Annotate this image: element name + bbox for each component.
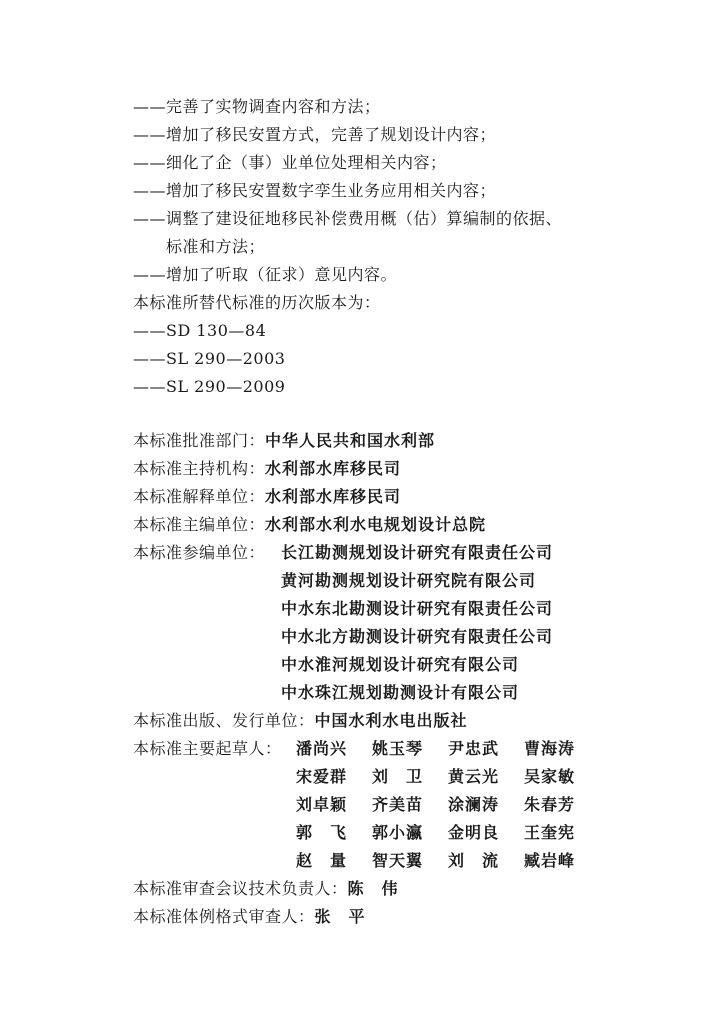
- drafter-name: 潘尚兴: [296, 739, 348, 758]
- participants-label: 本标准参编单位：: [133, 543, 266, 562]
- drafter-name: 金明良: [448, 823, 500, 842]
- change-item-3: ——细化了企（事）业单位处理相关内容；: [133, 153, 447, 172]
- publisher-value: 中国水利水电出版社: [314, 711, 468, 730]
- change-item-1: ——完善了实物调查内容和方法；: [133, 97, 381, 116]
- participant-unit-6: 中水珠江规划勘测设计有限公司: [281, 683, 520, 702]
- format-reviewer-label: 本标准体例格式审查人：: [133, 907, 315, 926]
- participant-unit-3: 中水东北勘测设计研究有限责任公司: [281, 599, 554, 618]
- publisher-line: [133, 711, 468, 731]
- host-line: [133, 459, 401, 479]
- drafter-name: 刘 卫: [372, 767, 424, 786]
- chief-editor-label: 本标准主编单位：: [133, 515, 266, 534]
- history-version-1: ——SD 130—84: [133, 321, 267, 340]
- change-item-6: ——增加了听取（征求）意见内容。: [133, 265, 398, 284]
- drafters-label: 本标准主要起草人：: [133, 739, 282, 758]
- host-label: 本标准主持机构：: [133, 459, 266, 478]
- approval-value: 中华人民共和国水利部: [265, 431, 436, 450]
- drafter-name: 刘卓颖: [296, 795, 348, 814]
- participant-unit-2: 黄河勘测规划设计研究院有限公司: [281, 571, 537, 590]
- format-reviewer-value: 张 平: [314, 907, 366, 926]
- drafter-name: 郭小瀛: [372, 823, 424, 842]
- interpret-value: 水利部水库移民司: [265, 487, 402, 506]
- history-version-2: ——SL 290—2003: [133, 349, 286, 368]
- participant-unit-1: 长江勘测规划设计研究有限责任公司: [281, 543, 554, 562]
- tech-lead-value: 陈 伟: [347, 879, 399, 898]
- chief-editor-value: 水利部水利水电规划设计总院: [265, 515, 487, 534]
- interpret-line: [133, 487, 401, 507]
- drafter-name: 尹忠武: [448, 739, 500, 758]
- publisher-label: 本标准出版、发行单位：: [133, 711, 315, 730]
- change-item-4: ——增加了移民安置数字孪生业务应用相关内容；: [133, 181, 497, 200]
- format-reviewer-line: [133, 907, 366, 927]
- drafter-name: 刘 流: [448, 851, 500, 870]
- interpret-label: 本标准解释单位：: [133, 487, 266, 506]
- tech-lead-line: [133, 879, 399, 899]
- change-item-2: ——增加了移民安置方式，完善了规划设计内容；: [133, 125, 497, 144]
- chief-editor-line: [133, 515, 486, 535]
- drafter-name: 赵 量: [296, 851, 348, 870]
- approval-line: [133, 431, 435, 451]
- history-intro: 本标准所替代标准的历次版本为：: [133, 293, 381, 312]
- drafter-name: 宋爱群: [296, 767, 348, 786]
- host-value: 水利部水库移民司: [265, 459, 402, 478]
- drafter-name: 臧岩峰: [524, 851, 576, 870]
- drafter-name: 曹海涛: [524, 739, 576, 758]
- participant-unit-5: 中水淮河规划设计研究有限公司: [281, 655, 520, 674]
- drafter-name: 吴家敏: [524, 767, 576, 786]
- drafter-name: 郭 飞: [296, 823, 348, 842]
- drafter-name: 智天翼: [372, 851, 424, 870]
- history-version-3: ——SL 290—2009: [133, 377, 286, 396]
- drafter-name: 王奎宪: [524, 823, 576, 842]
- participant-unit-4: 中水北方勘测设计研究有限责任公司: [281, 627, 554, 646]
- drafter-name: 齐美苗: [372, 795, 424, 814]
- change-item-5: ——调整了建设征地移民补偿费用概（估）算编制的依据、: [133, 209, 563, 228]
- tech-lead-label: 本标准审查会议技术负责人：: [133, 879, 348, 898]
- drafter-name: 涂澜涛: [448, 795, 500, 814]
- drafter-name: 黄云光: [448, 767, 500, 786]
- approval-label: 本标准批准部门：: [133, 431, 266, 450]
- change-item-5-continued: 标准和方法；: [166, 237, 266, 256]
- drafter-name: 姚玉琴: [372, 739, 424, 758]
- drafter-name: 朱春芳: [524, 795, 576, 814]
